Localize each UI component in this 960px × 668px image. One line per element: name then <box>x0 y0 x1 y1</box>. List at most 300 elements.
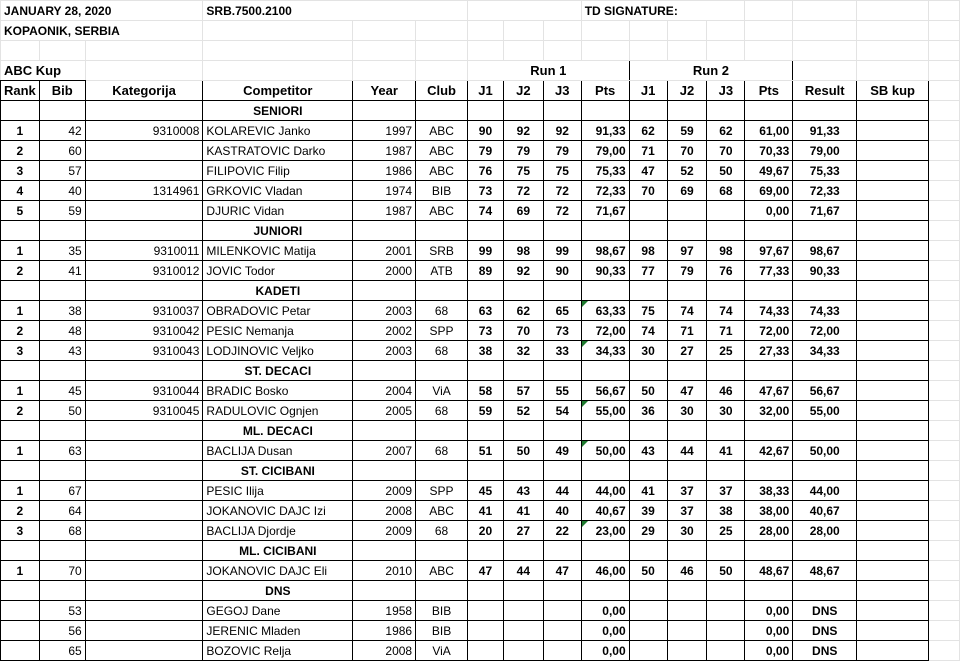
run1-j2-score: 72 <box>503 181 543 201</box>
year-cell: 2009 <box>353 521 416 541</box>
category-row <box>1 221 960 241</box>
run1-j2-score: 57 <box>503 381 543 401</box>
run2-j3-score <box>707 601 745 621</box>
run1-points: 23,00 <box>581 521 629 541</box>
run1-points: 91,33 <box>581 121 629 141</box>
kategorija-cell <box>85 141 203 161</box>
year-cell: 2010 <box>353 561 416 581</box>
empty-cell <box>353 421 416 441</box>
col-kategorija: Kategorija <box>85 81 203 101</box>
col-r2-j2: J2 <box>667 81 707 101</box>
run2-j3-score: 50 <box>707 561 745 581</box>
run2-points: 42,67 <box>745 441 793 461</box>
empty-cell <box>857 421 929 441</box>
rank-cell: 2 <box>1 501 40 521</box>
run1-j1-score: 45 <box>468 481 504 501</box>
run2-j1-score <box>629 601 667 621</box>
empty-cell <box>793 581 857 601</box>
run1-points: 0,00 <box>581 641 629 661</box>
empty-cell <box>745 101 793 121</box>
run1-j2-score: 52 <box>503 401 543 421</box>
result-cell: 48,67 <box>793 561 857 581</box>
year-cell: 2009 <box>353 481 416 501</box>
run2-points: 49,67 <box>745 161 793 181</box>
empty-cell <box>503 281 543 301</box>
empty-cell <box>793 421 857 441</box>
empty-cell <box>745 221 793 241</box>
competitor-row <box>1 141 960 161</box>
run1-j1-score: 58 <box>468 381 504 401</box>
empty-cell <box>581 581 629 601</box>
club-cell: BIB <box>416 181 468 201</box>
run2-j3-score: 25 <box>707 341 745 361</box>
empty-cell <box>85 281 203 301</box>
competitor-row <box>1 441 960 461</box>
category-row <box>1 101 960 121</box>
empty-cell <box>793 541 857 561</box>
run1-j2-score: 44 <box>503 561 543 581</box>
run2-points: 0,00 <box>745 621 793 641</box>
competitor-row <box>1 641 960 661</box>
empty-cell <box>581 361 629 381</box>
empty-cell <box>39 101 85 121</box>
col-club: Club <box>416 81 468 101</box>
run2-j2-score: 27 <box>667 341 707 361</box>
col-r1-pts: Pts <box>581 81 629 101</box>
empty-cell <box>929 581 960 601</box>
run2-j3-score: 41 <box>707 441 745 461</box>
run1-points: 0,00 <box>581 601 629 621</box>
empty-cell <box>629 281 667 301</box>
run2-points: 0,00 <box>745 641 793 661</box>
empty-cell <box>745 281 793 301</box>
result-cell: 55,00 <box>793 401 857 421</box>
empty-cell <box>543 221 581 241</box>
bib-cell: 38 <box>39 301 85 321</box>
run2-j1-score <box>629 641 667 661</box>
empty-cell <box>468 541 504 561</box>
run1-points: 34,33 <box>581 341 629 361</box>
run2-j2-score: 79 <box>667 261 707 281</box>
kategorija-cell <box>85 441 203 461</box>
run2-j3-score: 70 <box>707 141 745 161</box>
competitor-name: BACLIJA Djordje <box>203 521 353 541</box>
sbkup-cell <box>857 161 929 181</box>
empty-cell <box>1 281 40 301</box>
rank-cell: 5 <box>1 201 40 221</box>
run1-j1-score <box>468 641 504 661</box>
run2-j2-score <box>667 601 707 621</box>
empty-cell <box>503 581 543 601</box>
empty-cell <box>581 541 629 561</box>
run2-j2-score: 71 <box>667 321 707 341</box>
run2-j1-score: 50 <box>629 381 667 401</box>
run2-j1-score: 77 <box>629 261 667 281</box>
col-r1-j3: J3 <box>543 81 581 101</box>
club-cell: ABC <box>416 201 468 221</box>
sbkup-cell <box>857 121 929 141</box>
competitor-row <box>1 561 960 581</box>
run2-j1-score: 71 <box>629 141 667 161</box>
sbkup-cell <box>857 401 929 421</box>
sbkup-cell <box>857 501 929 521</box>
result-cell: 71,67 <box>793 201 857 221</box>
kategorija-cell: 9310042 <box>85 321 203 341</box>
rank-cell: 2 <box>1 321 40 341</box>
year-cell: 1974 <box>353 181 416 201</box>
result-cell: 40,67 <box>793 501 857 521</box>
run2-j2-score: 30 <box>667 521 707 541</box>
bib-cell: 56 <box>39 621 85 641</box>
empty-cell <box>929 161 960 181</box>
run2-j3-score: 46 <box>707 381 745 401</box>
empty-cell <box>85 541 203 561</box>
empty-cell <box>353 221 416 241</box>
competitor-name: GEGOJ Dane <box>203 601 353 621</box>
sheet-body <box>1 1 960 661</box>
club-cell: SPP <box>416 321 468 341</box>
run1-points: 79,00 <box>581 141 629 161</box>
competitor-row <box>1 241 960 261</box>
kategorija-cell: 9310044 <box>85 381 203 401</box>
run1-j2-score: 69 <box>503 201 543 221</box>
empty-cell <box>745 581 793 601</box>
run2-j3-score <box>707 621 745 641</box>
empty-cell <box>929 321 960 341</box>
empty-cell <box>1 581 40 601</box>
empty-cell <box>929 341 960 361</box>
bib-cell: 70 <box>39 561 85 581</box>
competitor-row <box>1 181 960 201</box>
competitor-name: DJURIC Vidan <box>203 201 353 221</box>
empty-cell <box>1 461 40 481</box>
run1-points: 72,00 <box>581 321 629 341</box>
result-cell: 72,33 <box>793 181 857 201</box>
rank-cell: 3 <box>1 341 40 361</box>
empty-cell <box>857 281 929 301</box>
category-row <box>1 541 960 561</box>
competitor-row <box>1 161 960 181</box>
run1-points: 0,00 <box>581 621 629 641</box>
result-cell: 56,67 <box>793 381 857 401</box>
competitor-row <box>1 201 960 221</box>
run1-j3-score: 22 <box>543 521 581 541</box>
run2-points: 38,00 <box>745 501 793 521</box>
empty-cell <box>581 101 629 121</box>
run2-j3-score <box>707 201 745 221</box>
run2-j2-score: 69 <box>667 181 707 201</box>
category-row <box>1 281 960 301</box>
empty-cell <box>503 361 543 381</box>
run1-j1-score: 41 <box>468 501 504 521</box>
empty-cell <box>581 421 629 441</box>
run2-points: 28,00 <box>745 521 793 541</box>
run2-j2-score: 46 <box>667 561 707 581</box>
empty-cell <box>629 101 667 121</box>
run2-j3-score: 30 <box>707 401 745 421</box>
kategorija-cell <box>85 561 203 581</box>
run2-j1-score: 62 <box>629 121 667 141</box>
empty-cell <box>581 461 629 481</box>
empty-cell <box>929 141 960 161</box>
run2-j1-score: 43 <box>629 441 667 461</box>
competitor-name: OBRADOVIC Petar <box>203 301 353 321</box>
bib-cell: 63 <box>39 441 85 461</box>
run2-j3-score: 25 <box>707 521 745 541</box>
empty-cell <box>85 461 203 481</box>
sbkup-cell <box>857 481 929 501</box>
run1-j3-score: 55 <box>543 381 581 401</box>
run1-j2-score: 32 <box>503 341 543 361</box>
empty-cell <box>857 221 929 241</box>
run2-j3-score <box>707 641 745 661</box>
run2-j2-score: 70 <box>667 141 707 161</box>
empty-cell <box>416 361 468 381</box>
run2-points: 70,33 <box>745 141 793 161</box>
competitor-name: BACLIJA Dusan <box>203 441 353 461</box>
run1-j2-score: 27 <box>503 521 543 541</box>
result-cell: 90,33 <box>793 261 857 281</box>
empty-cell <box>629 541 667 561</box>
empty-cell <box>929 401 960 421</box>
run1-j1-score: 89 <box>468 261 504 281</box>
empty-cell <box>416 221 468 241</box>
run2-points: 77,33 <box>745 261 793 281</box>
empty-cell <box>543 281 581 301</box>
empty-cell <box>929 221 960 241</box>
year-cell: 1987 <box>353 201 416 221</box>
run1-j3-score: 33 <box>543 341 581 361</box>
empty-cell <box>416 421 468 441</box>
competitor-name: JOKANOVIC DAJC Izi <box>203 501 353 521</box>
run1-j1-score: 47 <box>468 561 504 581</box>
kategorija-cell <box>85 521 203 541</box>
run1-header: Run 1 <box>468 61 630 81</box>
run2-j2-score: 44 <box>667 441 707 461</box>
empty-cell <box>929 301 960 321</box>
empty-cell <box>468 221 504 241</box>
run2-points: 27,33 <box>745 341 793 361</box>
empty-cell <box>667 361 707 381</box>
competitor-name: GRKOVIC Vladan <box>203 181 353 201</box>
rank-cell: 2 <box>1 141 40 161</box>
category-title: DNS <box>203 581 353 601</box>
empty-cell <box>857 541 929 561</box>
empty-cell <box>667 281 707 301</box>
run2-j1-score <box>629 621 667 641</box>
empty-cell <box>503 541 543 561</box>
kategorija-cell: 1314961 <box>85 181 203 201</box>
rank-cell: 1 <box>1 381 40 401</box>
empty-cell <box>503 221 543 241</box>
run2-j1-score: 47 <box>629 161 667 181</box>
year-cell: 2000 <box>353 261 416 281</box>
empty-cell <box>793 281 857 301</box>
rank-cell <box>1 621 40 641</box>
run1-points: 72,33 <box>581 181 629 201</box>
kategorija-cell: 9310045 <box>85 401 203 421</box>
run2-j2-score: 52 <box>667 161 707 181</box>
empty-cell <box>629 361 667 381</box>
run2-j2-score <box>667 621 707 641</box>
run2-j2-score: 47 <box>667 381 707 401</box>
competitor-name: JOVIC Todor <box>203 261 353 281</box>
rank-cell: 1 <box>1 561 40 581</box>
empty-cell <box>929 461 960 481</box>
bib-cell: 64 <box>39 501 85 521</box>
run2-j1-score: 50 <box>629 561 667 581</box>
run1-j1-score: 51 <box>468 441 504 461</box>
rank-cell: 4 <box>1 181 40 201</box>
competitor-name: JERENIC Mladen <box>203 621 353 641</box>
competitor-name: JOKANOVIC DAJC Eli <box>203 561 353 581</box>
run1-j1-score: 38 <box>468 341 504 361</box>
club-cell: SPP <box>416 481 468 501</box>
run1-j3-score: 54 <box>543 401 581 421</box>
bib-cell: 43 <box>39 341 85 361</box>
run2-j1-score: 29 <box>629 521 667 541</box>
category-row <box>1 421 960 441</box>
empty-cell <box>353 461 416 481</box>
run2-points: 97,67 <box>745 241 793 261</box>
empty-cell <box>353 361 416 381</box>
result-cell: 34,33 <box>793 341 857 361</box>
kategorija-cell <box>85 161 203 181</box>
run1-j3-score: 47 <box>543 561 581 581</box>
run1-j2-score: 75 <box>503 161 543 181</box>
empty-cell <box>929 501 960 521</box>
run1-j1-score: 59 <box>468 401 504 421</box>
category-row <box>1 461 960 481</box>
empty-cell <box>667 101 707 121</box>
empty-cell <box>1 361 40 381</box>
empty-cell <box>543 461 581 481</box>
run1-points: 46,00 <box>581 561 629 581</box>
kategorija-cell <box>85 601 203 621</box>
year-cell: 1987 <box>353 141 416 161</box>
run1-j3-score: 99 <box>543 241 581 261</box>
empty-cell <box>629 221 667 241</box>
run1-j3-score: 90 <box>543 261 581 281</box>
empty-cell <box>629 461 667 481</box>
result-cell: DNS <box>793 601 857 621</box>
run2-j2-score <box>667 201 707 221</box>
category-row <box>1 581 960 601</box>
competitor-name: BOZOVIC Relja <box>203 641 353 661</box>
run2-header: Run 2 <box>629 61 793 81</box>
empty-cell <box>667 221 707 241</box>
category-title: ST. DECACI <box>203 361 353 381</box>
bib-cell: 68 <box>39 521 85 541</box>
result-cell: 28,00 <box>793 521 857 541</box>
empty-cell <box>929 541 960 561</box>
club-cell: ViA <box>416 641 468 661</box>
col-result: Result <box>793 81 857 101</box>
empty-cell <box>707 581 745 601</box>
run2-j3-score: 38 <box>707 501 745 521</box>
run2-j1-score: 70 <box>629 181 667 201</box>
run1-points: 56,67 <box>581 381 629 401</box>
empty-cell <box>468 461 504 481</box>
event-date: JANUARY 28, 2020 <box>1 1 203 21</box>
run2-j1-score: 98 <box>629 241 667 261</box>
year-cell: 2001 <box>353 241 416 261</box>
run2-points: 38,33 <box>745 481 793 501</box>
run2-points: 47,67 <box>745 381 793 401</box>
run1-points: 63,33 <box>581 301 629 321</box>
empty-cell <box>793 361 857 381</box>
competitor-name: FILIPOVIC Filip <box>203 161 353 181</box>
competitor-row <box>1 621 960 641</box>
run1-j2-score: 41 <box>503 501 543 521</box>
result-cell: 50,00 <box>793 441 857 461</box>
empty-cell <box>503 461 543 481</box>
empty-cell <box>543 581 581 601</box>
year-cell: 1986 <box>353 621 416 641</box>
empty-cell <box>793 461 857 481</box>
kategorija-cell: 9310008 <box>85 121 203 141</box>
kategorija-cell <box>85 481 203 501</box>
run1-j3-score: 75 <box>543 161 581 181</box>
empty-cell <box>39 221 85 241</box>
year-cell: 1997 <box>353 121 416 141</box>
club-cell: ABC <box>416 141 468 161</box>
col-r2-pts: Pts <box>745 81 793 101</box>
empty-cell <box>929 241 960 261</box>
category-title: ML. CICIBANI <box>203 541 353 561</box>
run2-points: 0,00 <box>745 601 793 621</box>
rank-cell: 1 <box>1 241 40 261</box>
bib-cell: 42 <box>39 121 85 141</box>
run1-j2-score: 43 <box>503 481 543 501</box>
sbkup-cell <box>857 301 929 321</box>
run1-j3-score <box>543 641 581 661</box>
bib-cell: 48 <box>39 321 85 341</box>
sbkup-cell <box>857 141 929 161</box>
col-r1-j1: J1 <box>468 81 504 101</box>
empty-cell <box>39 541 85 561</box>
competitor-name: RADULOVIC Ognjen <box>203 401 353 421</box>
run2-j1-score <box>629 201 667 221</box>
empty-cell <box>929 381 960 401</box>
empty-cell <box>929 281 960 301</box>
run1-j2-score: 70 <box>503 321 543 341</box>
club-cell: ABC <box>416 501 468 521</box>
empty-cell <box>929 441 960 461</box>
empty-cell <box>929 641 960 661</box>
run1-j1-score <box>468 621 504 641</box>
run1-points: 98,67 <box>581 241 629 261</box>
rank-cell: 2 <box>1 401 40 421</box>
sbkup-cell <box>857 341 929 361</box>
run2-j3-score: 98 <box>707 241 745 261</box>
empty-cell <box>707 101 745 121</box>
category-title: ML. DECACI <box>203 421 353 441</box>
rank-cell: 1 <box>1 481 40 501</box>
run1-j2-score <box>503 621 543 641</box>
empty-cell <box>857 581 929 601</box>
result-cell: 79,00 <box>793 141 857 161</box>
kategorija-cell <box>85 501 203 521</box>
kategorija-cell <box>85 201 203 221</box>
col-r2-j3: J3 <box>707 81 745 101</box>
run2-j2-score: 30 <box>667 401 707 421</box>
empty-cell <box>929 361 960 381</box>
rank-cell: 1 <box>1 441 40 461</box>
category-title: JUNIORI <box>203 221 353 241</box>
empty-cell <box>929 201 960 221</box>
competitor-row <box>1 501 960 521</box>
